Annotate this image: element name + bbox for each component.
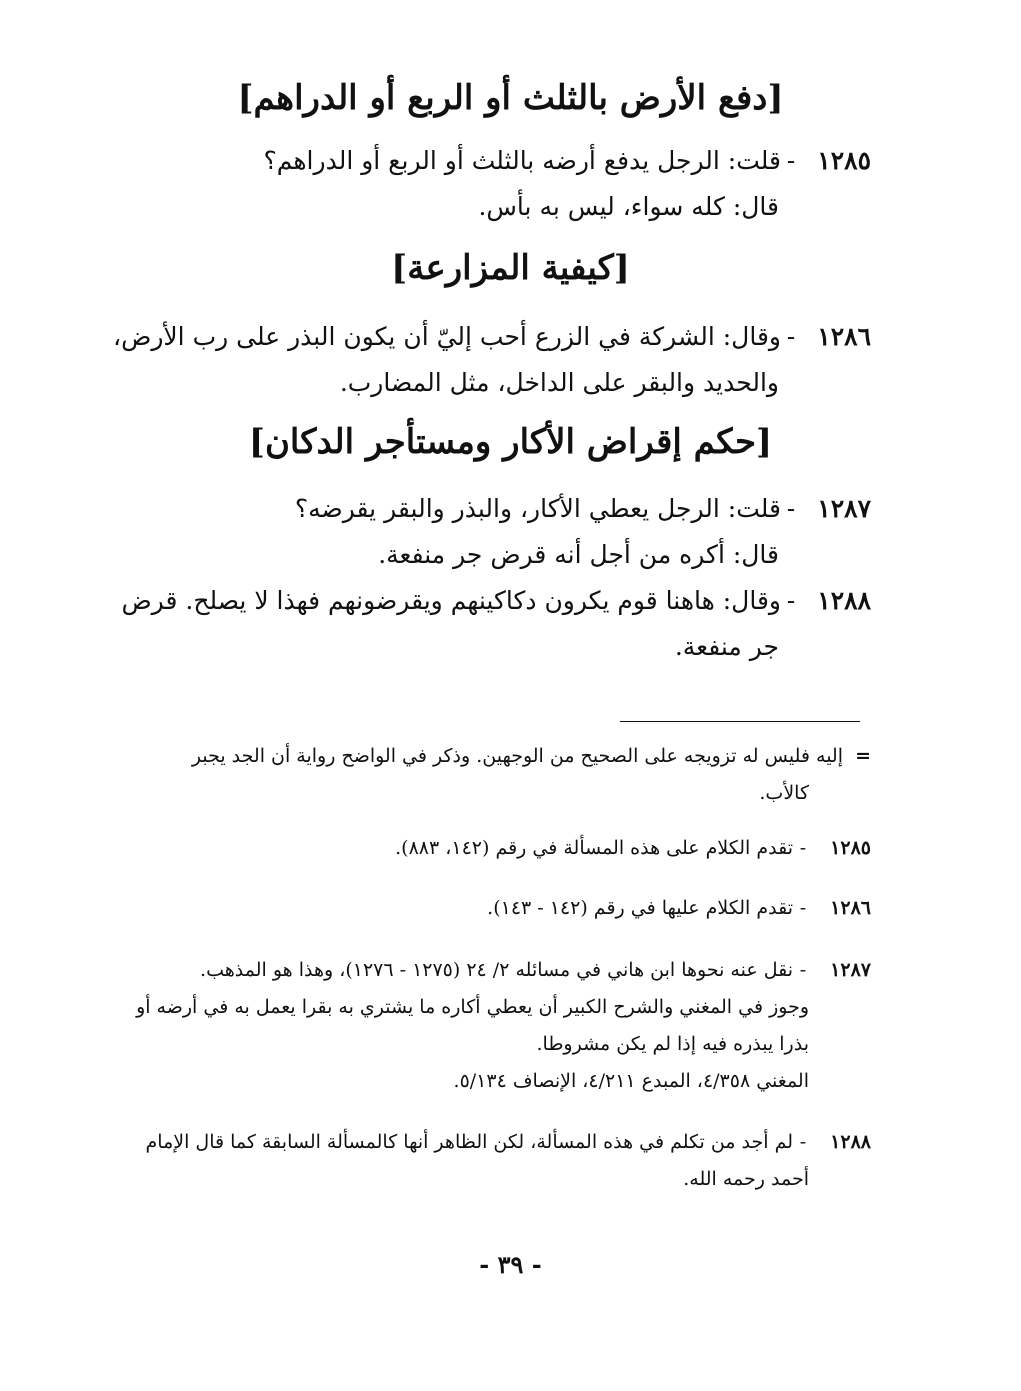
entry-line: [151, 532, 871, 578]
footnote-line: ١٢٨٧-نقل عنه نحوها ابن هاني في مسائله ٢/ ٢٤ (١٢٧٥ - ١٢٧٦)، وهذا هو المذهب.: [151, 952, 871, 989]
footnote-text: بذرا يبذره فيه إذا لم يكن مشروطا.: [536, 1033, 809, 1055]
entry-1285: [151, 138, 871, 230]
footnote-text: تقدم الكلام عليها في رقم (١٤٢ - ١٤٣).: [487, 897, 793, 919]
entry-line: [151, 184, 871, 230]
page-number: - ٣٩ -: [479, 1250, 542, 1279]
footnote-line: [136, 989, 871, 1026]
entry-text: قال: أكره من أجل أنه قرض جر منفعة.: [378, 540, 779, 569]
footnote-1285: [151, 830, 871, 867]
footnote-separator: [620, 721, 860, 722]
entry-text: وقال: الشركة في الزرع أحب إليّ أن يكون البذر على رب الأرض،: [113, 322, 781, 351]
footnote-number: ١٢٨٨: [830, 1131, 871, 1153]
entry-line: ١٢٨٥-قلت: الرجل يدفع أرضه بالثلث أو الربع أو الدراهم؟: [151, 138, 871, 184]
entry-1287: [151, 486, 871, 578]
entry-text: والحديد والبقر على الداخل، مثل المضارب.: [339, 368, 779, 397]
footnote-number: ١٢٨٦: [830, 897, 871, 919]
footnote-1286: [151, 890, 871, 927]
entry-number: ١٢٨٥: [817, 146, 871, 175]
footnote-line: ١٢٨٨-لم أجد من تكلم في هذه المسألة، لكن الظاهر أنها كالمسألة السابقة كما قال الإمام: [151, 1124, 871, 1161]
footnote-text: إليه فليس له تزويجه على الصحيح من الوجهين. وذكر في الواضح رواية أن الجد يجبر: [191, 745, 843, 767]
continuation-mark: =: [855, 745, 871, 767]
footnote-text: نقل عنه نحوها ابن هاني في مسائله ٢/ ٢٤ (١٢٧٥ - ١٢٧٦)، وهذا هو المذهب.: [200, 959, 793, 981]
footnote-line: [151, 1063, 871, 1100]
entry-text: قلت: الرجل يعطي الأكار، والبذر والبقر يقرضه؟: [294, 494, 781, 523]
section-heading-loans: [حكم إقراض الأكار ومستأجر الدكان]: [248, 422, 773, 462]
footnote-line: [151, 1026, 871, 1063]
entry-line: ١٢٨٧-قلت: الرجل يعطي الأكار، والبذر والبقر يقرضه؟: [151, 486, 871, 532]
footnote-1287: [136, 952, 871, 1100]
footnote-text: كالأب.: [759, 782, 809, 804]
entry-number: ١٢٨٨: [817, 586, 871, 615]
entry-line: ١٢٨٦-وقال: الشركة في الزرع أحب إليّ أن يكون البذر على رب الأرض،: [151, 314, 871, 360]
entry-line: [151, 360, 871, 406]
entry-text: قلت: الرجل يدفع أرضه بالثلث أو الربع أو الدراهم؟: [263, 146, 781, 175]
entry-number: ١٢٨٦: [817, 322, 871, 351]
footnote-number: ١٢٨٧: [830, 959, 871, 981]
section-heading-sharecropping: [كيفية المزارعة]: [391, 248, 630, 288]
entry-line: ١٢٨٨-وقال: هاهنا قوم يكرون دكاكينهم ويقرضونهم فهذا لا يصلح. قرض: [151, 578, 871, 624]
footnote-1288: [145, 1124, 871, 1198]
section-heading-land-share: [دفع الأرض بالثلث أو الربع أو الدراهم]: [237, 78, 784, 118]
footnote-line: ١٢٨٥-تقدم الكلام على هذه المسألة في رقم (١٤٢، ٨٨٣).: [151, 830, 871, 867]
entry-1286: [113, 314, 871, 406]
entry-number: ١٢٨٧: [817, 494, 871, 523]
footnote-line: ١٢٨٦-تقدم الكلام عليها في رقم (١٤٢ - ١٤٣).: [151, 890, 871, 927]
footnote-line: [151, 738, 871, 775]
footnote-text: أحمد رحمه الله.: [683, 1168, 809, 1190]
entry-text: جر منفعة.: [674, 632, 779, 661]
entry-line: [151, 624, 871, 670]
footnote-text: لم أجد من تكلم في هذه المسألة، لكن الظاهر أنها كالمسألة السابقة كما قال الإمام: [145, 1131, 793, 1153]
entry-text: قال: كله سواء، ليس به بأس.: [478, 192, 779, 221]
footnote-line: [151, 1161, 871, 1198]
footnote-continuation: [151, 738, 871, 812]
footnote-text: تقدم الكلام على هذه المسألة في رقم (١٤٢، ٨٨٣).: [395, 837, 793, 859]
footnote-text: المغني ٤/٣٥٨، المبدع ٤/٢١١، الإنصاف ٥/١٣٤.: [453, 1070, 809, 1092]
entry-1288: [121, 578, 871, 670]
footnote-number: ١٢٨٥: [830, 837, 871, 859]
footnote-line: [151, 775, 871, 812]
footnote-text: وجوز في المغني والشرح الكبير أن يعطي أكاره ما يشتري به بقرا يعمل به في أرضه أو: [136, 996, 809, 1018]
entry-text: وقال: هاهنا قوم يكرون دكاكينهم ويقرضونهم فهذا لا يصلح. قرض: [121, 586, 781, 615]
